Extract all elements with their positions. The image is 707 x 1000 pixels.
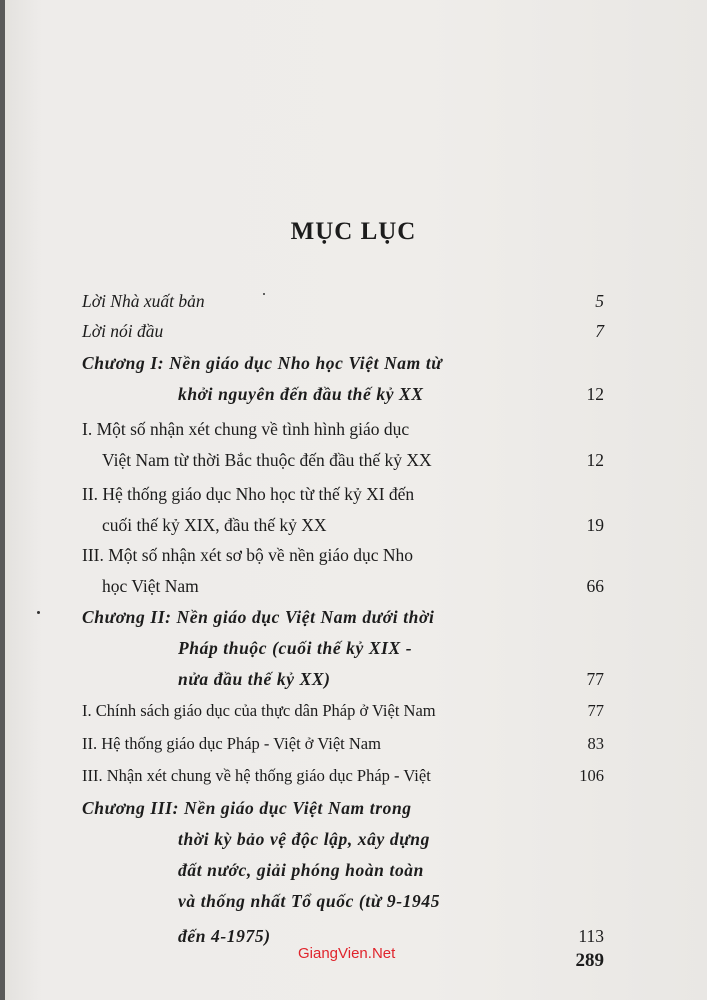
toc-entry-ch1-section-1[interactable] <box>82 414 604 476</box>
toc-entry-title-cont: nửa đầu thế kỷ XX) <box>178 669 331 689</box>
toc-entry-publisher-note[interactable] <box>82 286 604 317</box>
scan-speck <box>263 293 265 295</box>
toc-entry-title-cont: cuối thế kỷ XIX, đầu thế kỷ XX <box>102 515 327 535</box>
toc-entry-ch1-section-2[interactable] <box>82 479 604 541</box>
toc-entry-chapter-3[interactable] <box>82 793 604 952</box>
toc-page-number: 106 <box>579 766 604 785</box>
toc-entry-title: III. Một số nhận xét sơ bộ về nền giáo dục Nho <box>82 545 413 565</box>
toc-page-number: 77 <box>587 701 604 720</box>
page-title: MỤC LỤC <box>290 218 417 245</box>
toc-page-number: 77 <box>586 669 604 689</box>
toc-entry-ch2-section-2[interactable] <box>82 728 604 759</box>
toc-entry-foreword[interactable] <box>82 316 604 347</box>
toc-page-number: 83 <box>587 734 604 753</box>
toc-page-number: 66 <box>586 576 604 596</box>
page-number: 289 <box>575 950 604 971</box>
toc-entry-title: I. Một số nhận xét chung về tình hình giáo dục <box>82 419 410 439</box>
toc-entry-ch2-section-1[interactable] <box>82 695 604 726</box>
toc-entry-title: III. Nhận xét chung về hệ thống giáo dục Pháp - Việt <box>82 766 431 785</box>
toc-entry-ch2-section-3[interactable] <box>82 760 604 791</box>
toc-entry-title-cont: đến 4-1975) <box>178 926 271 946</box>
toc-page-number: 12 <box>586 384 604 404</box>
scan-speck <box>37 611 40 614</box>
toc-entry-title-cont: thời kỳ bảo vệ độc lập, xây dựng <box>178 829 430 849</box>
toc-entry-title-cont: khởi nguyên đến đầu thế kỷ XX <box>178 384 424 404</box>
toc-entry-title: Chương I: Nền giáo dục Nho học Việt Nam từ <box>82 353 443 373</box>
toc-entry-title: Lời Nhà xuất bản <box>82 291 205 311</box>
toc-page-number: 7 <box>595 321 604 341</box>
toc-page-number: 12 <box>586 450 604 470</box>
toc-page-number: 113 <box>578 926 604 946</box>
toc-entry-title-cont: đất nước, giải phóng hoàn toàn <box>178 860 424 880</box>
toc-entry-title: Chương III: Nền giáo dục Việt Nam trong <box>82 798 412 818</box>
toc-entry-title: Lời nói đầu <box>82 321 164 341</box>
toc-page-number: 19 <box>586 515 604 535</box>
toc-entry-ch1-section-3[interactable] <box>82 540 604 602</box>
toc-entry-title: II. Hệ thống giáo dục Nho học từ thế kỷ XI đến <box>82 484 415 504</box>
toc-entry-title: I. Chính sách giáo dục của thực dân Pháp ở Việt Nam <box>82 701 436 720</box>
toc-entry-title: II. Hệ thống giáo dục Pháp - Việt ở Việt Nam <box>82 734 381 753</box>
toc-entry-chapter-2[interactable] <box>82 602 604 695</box>
watermark: GiangVien.Net <box>298 945 396 962</box>
toc-entry-title-cont: học Việt Nam <box>102 576 199 596</box>
toc-entry-title: Chương II: Nền giáo dục Việt Nam dưới thời <box>82 607 435 627</box>
toc-entry-title-cont: Pháp thuộc (cuối thế kỷ XIX - <box>178 638 413 658</box>
toc-entry-chapter-1[interactable] <box>82 348 604 410</box>
toc-entry-title-cont: và thống nhất Tổ quốc (từ 9-1945 <box>178 891 441 911</box>
toc-page-number: 5 <box>595 291 604 311</box>
toc-entry-title-cont: Việt Nam từ thời Bắc thuộc đến đầu thế kỷ XX <box>102 450 432 470</box>
